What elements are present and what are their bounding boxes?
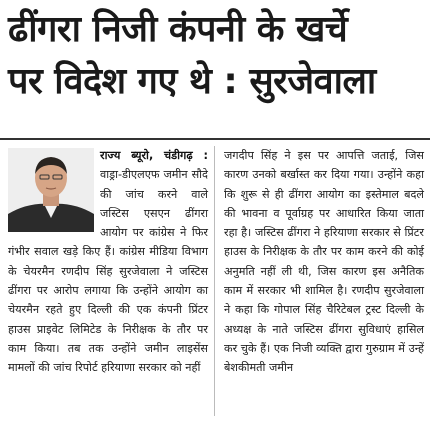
- article-text-col1: वाड्रा-डीएलएफ जमीन सौदे की जांच करने वाले जस्टिस एसएन ढींगरा आयोग पर कांग्रेस ने फिर गंभीर सवाल खड़े किए हैं। कांग्रेस मीडिया विभाग के चेयरमैन रणदीप सिंह सुरजेवाला ने जस्टिस ढींगरा पर आरोप लगाया कि उन्होंने आयोग का चेयरमैन रहते हुए दिल्ली की एक कंपनी प्रिंटर हाउस प्राइवेट लिमिटेड के निरीक्षक के तौर पर काम किया। तब तक उन्होंने जमीन लाइसेंस मामलों की जांच रिपोर्ट हरियाणा सरकार को नहीं: [8, 168, 208, 375]
- headline-rule: [0, 138, 430, 140]
- dateline: राज्य ब्यूरो, चंडीगढ़ :: [100, 149, 208, 162]
- article-column-2: [224, 146, 424, 378]
- headline: [8, 4, 424, 108]
- headline-line-1: ढींगरा निजी कंपनी के खर्चे: [8, 9, 348, 50]
- article-text-col2: जगदीप सिंह ने इस पर आपत्ति जताई, जिस कारण उनको बर्खास्त कर दिया गया। उन्होंने कहा कि शुरू से ही ढींगरा आयोग का इस्तेमाल बदले की भावना व पूर्वाग्रह पर आधारित किया जाता रहा है। जस्टिस ढींगरा ने हरियाणा सरकार से प्रिंटर हाउस के निरीक्षक के तौर पर काम करने की कोई अनुमति नहीं ली थी, जिस कारण इस अनैतिक काम में सरकार भी शामिल है। रणदीप सुरजेवाला ने कहा कि गोपाल सिंह चैरिटेबल ट्रस्ट दिल्ली के अध्यक्ष के नाते जस्टिस ढींगरा सुविधाएं हासिल कर चुके हैं। एक निजी व्यक्ति द्वारा गुरुग्राम में उन्हें बेशकीमती जमीन: [224, 149, 424, 375]
- headline-line-2: पर विदेश गए थे : सुरजेवाला: [8, 61, 376, 102]
- author-photo: [8, 148, 94, 232]
- column-divider: [214, 146, 215, 416]
- article-column-1: [8, 146, 208, 378]
